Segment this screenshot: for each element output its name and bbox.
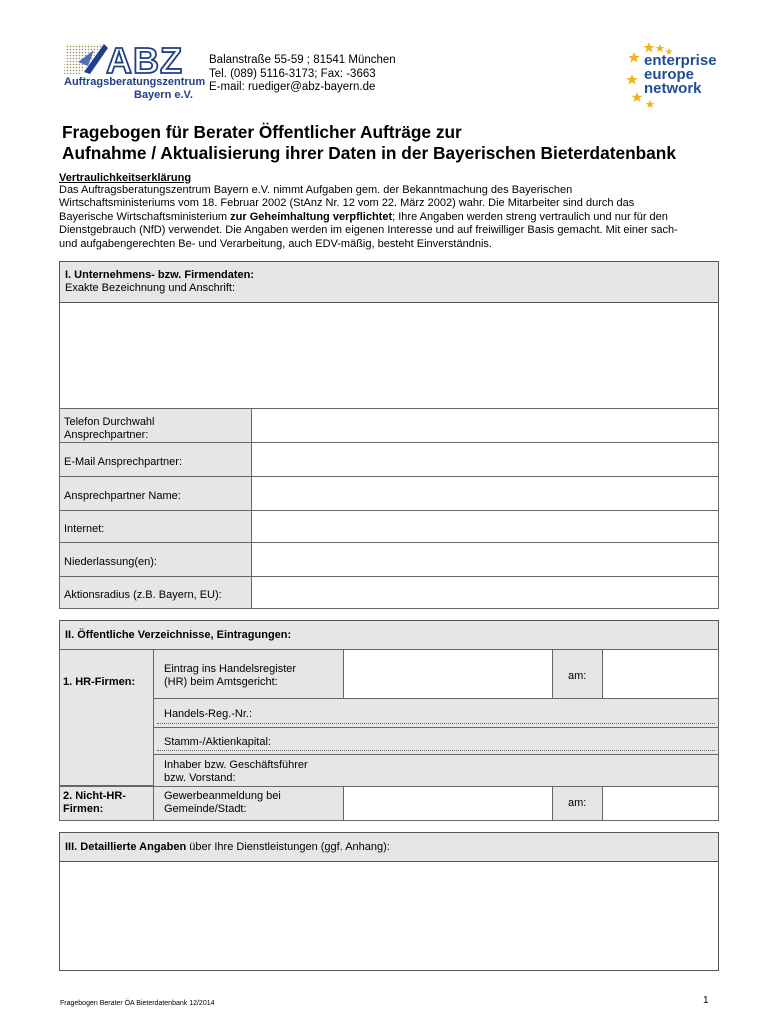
phone-contact-field[interactable] <box>251 408 719 443</box>
contact-address <box>209 54 396 95</box>
page-number: 1 <box>703 995 709 1006</box>
footer-document-id: Fragebogen Berater ÖA Bieterdatenbank 12/2014 <box>60 1000 215 1007</box>
register-entry-label-line-1: Eintrag ins Handelsregister <box>164 663 297 675</box>
abz-logo-mark-icon <box>60 42 210 78</box>
email-contact-label-text: E-Mail Ansprechpartner: <box>64 456 182 468</box>
hr-firms-label-text: 1. HR-Firmen: <box>63 676 136 688</box>
branches-label <box>59 542 252 577</box>
trade-registration-label-line-1: Gewerbeanmeldung bei <box>164 790 281 802</box>
non-hr-firms-label <box>59 786 154 821</box>
confidentiality-line: Dienstgebrauch (NfD) verwendet. Die Angaben werden im eigenen Interesse und auf freiwilliger Basis gemacht. Mit einer sach- <box>59 224 678 237</box>
trade-register-number-dotted-line <box>157 723 715 724</box>
action-radius-label-text: Aktionsradius (z.B. Bayern, EU): <box>64 589 222 601</box>
address-line: Balanstraße 55-59 ; 81541 München <box>209 54 396 66</box>
trade-registration-field[interactable] <box>343 786 553 821</box>
internet-label-text: Internet: <box>64 523 105 535</box>
phone-contact-label-line-1: Telefon Durchwahl <box>64 416 155 428</box>
title-line-2: Aufnahme / Aktualisierung ihrer Daten in der Bayerischen Bieterdatenbank <box>62 143 676 163</box>
phone-contact-label-line-2: Ansprechpartner: <box>64 429 149 441</box>
confidentiality-line: Wirtschaftsministeriums vom 18. Februar 2002 (StAnz Nr. 12 vom 22. März 2002) wahr. Die Mitarbeiter sind durch das <box>59 197 635 210</box>
non-hr-firms-label-line-2: Firmen: <box>63 803 104 815</box>
section-1-heading: I. Unternehmens- bzw. Firmendaten: <box>65 269 255 281</box>
confidentiality-text-segment: ; Ihre Angaben werden streng vertraulich und nur für den <box>392 210 668 223</box>
enterprise-europe-network-logo <box>624 40 724 110</box>
section-3-heading-bold: III. Detaillierte Angaben <box>65 841 187 853</box>
owner-label-line-1: Inhaber bzw. Geschäftsführer <box>164 759 308 771</box>
company-address-field[interactable] <box>59 302 719 409</box>
register-court-field[interactable] <box>343 649 553 699</box>
een-line-1: enterprise <box>644 52 717 69</box>
email-line: E-mail: ruediger@abz-bayern.de <box>209 81 376 93</box>
internet-label <box>59 510 252 543</box>
een-line-3: network <box>644 80 702 97</box>
section-3-heading-rest: über Ihre Dienstleistungen (ggf. Anhang): <box>186 841 390 853</box>
title-line-1: Fragebogen für Berater Öffentlicher Aufträge zur <box>62 122 462 142</box>
abz-logo <box>60 42 210 104</box>
confidentiality-heading: Vertraulichkeitserklärung <box>59 172 192 184</box>
register-date-field[interactable] <box>602 649 719 699</box>
action-radius-field[interactable] <box>251 576 719 609</box>
een-wordmark <box>644 54 717 96</box>
page-title <box>62 122 676 164</box>
email-contact-field[interactable] <box>251 442 719 477</box>
branches-label-text: Niederlassung(en): <box>64 556 157 568</box>
branches-field[interactable] <box>251 542 719 577</box>
een-line-2: europe <box>644 66 695 83</box>
confidentiality-line <box>59 211 724 224</box>
trade-register-number-label: Handels-Reg.-Nr.: <box>164 708 253 720</box>
register-entry-label <box>153 649 344 699</box>
section-1-header <box>59 261 719 303</box>
register-entry-label-line-2: (HR) beim Amtsgericht: <box>164 676 278 688</box>
owner-label-line-2: bzw. Vorstand: <box>164 772 236 784</box>
phone-contact-label <box>59 408 252 443</box>
phone-line: Tel. (089) 5116-3173; Fax: -3663 <box>209 67 376 80</box>
section-3-header <box>59 832 719 862</box>
register-date-label-text: am: <box>568 670 587 682</box>
confidentiality-line: und aufgabengerechten Be- und Verarbeitung, auch EDV-mäßig, besteht Einverständnis. <box>59 237 492 250</box>
action-radius-label <box>59 576 252 609</box>
non-hr-firms-label-line-1: 2. Nicht-HR- <box>63 790 126 802</box>
confidentiality-line: Das Auftragsberatungszentrum Bayern e.V. nimmt Aufgaben gem. der Bekanntmachung des Bayerischen <box>59 184 573 196</box>
services-details-field[interactable] <box>59 861 719 971</box>
section-2-heading: II. Öffentliche Verzeichnisse, Eintragungen: <box>65 629 292 641</box>
trade-registration-label <box>153 786 344 821</box>
confidentiality-emphasis: zur Geheimhaltung verpflichtet <box>230 210 393 223</box>
contact-name-label-text: Ansprechpartner Name: <box>64 490 181 502</box>
owner-field[interactable] <box>345 754 719 787</box>
share-capital-label: Stamm-/Aktienkapital: <box>164 736 271 748</box>
section-2-header <box>59 620 719 650</box>
section-3-heading <box>65 841 390 855</box>
contact-name-field[interactable] <box>251 476 719 511</box>
share-capital-dotted-line <box>157 750 715 751</box>
register-date-label <box>552 649 603 699</box>
confidentiality-text-segment: Bayerische Wirtschaftsministerium <box>59 210 231 223</box>
email-contact-label <box>59 442 252 477</box>
internet-field[interactable] <box>251 510 719 543</box>
abz-logo-subtitle-2: Bayern e.V. <box>134 89 193 101</box>
trade-registration-date-field[interactable] <box>602 786 719 821</box>
trade-registration-date-label-text: am: <box>568 797 587 809</box>
confidentiality-text <box>59 184 724 251</box>
abz-logo-letters: ABZ <box>106 42 183 78</box>
trade-registration-label-line-2: Gemeinde/Stadt: <box>164 803 247 815</box>
hr-firms-label <box>59 649 154 786</box>
section-1-subheading: Exakte Bezeichnung und Anschrift: <box>65 282 235 294</box>
trade-registration-date-label <box>552 786 603 821</box>
abz-logo-subtitle-1: Auftragsberatungszentrum <box>64 76 206 88</box>
contact-name-label <box>59 476 252 511</box>
